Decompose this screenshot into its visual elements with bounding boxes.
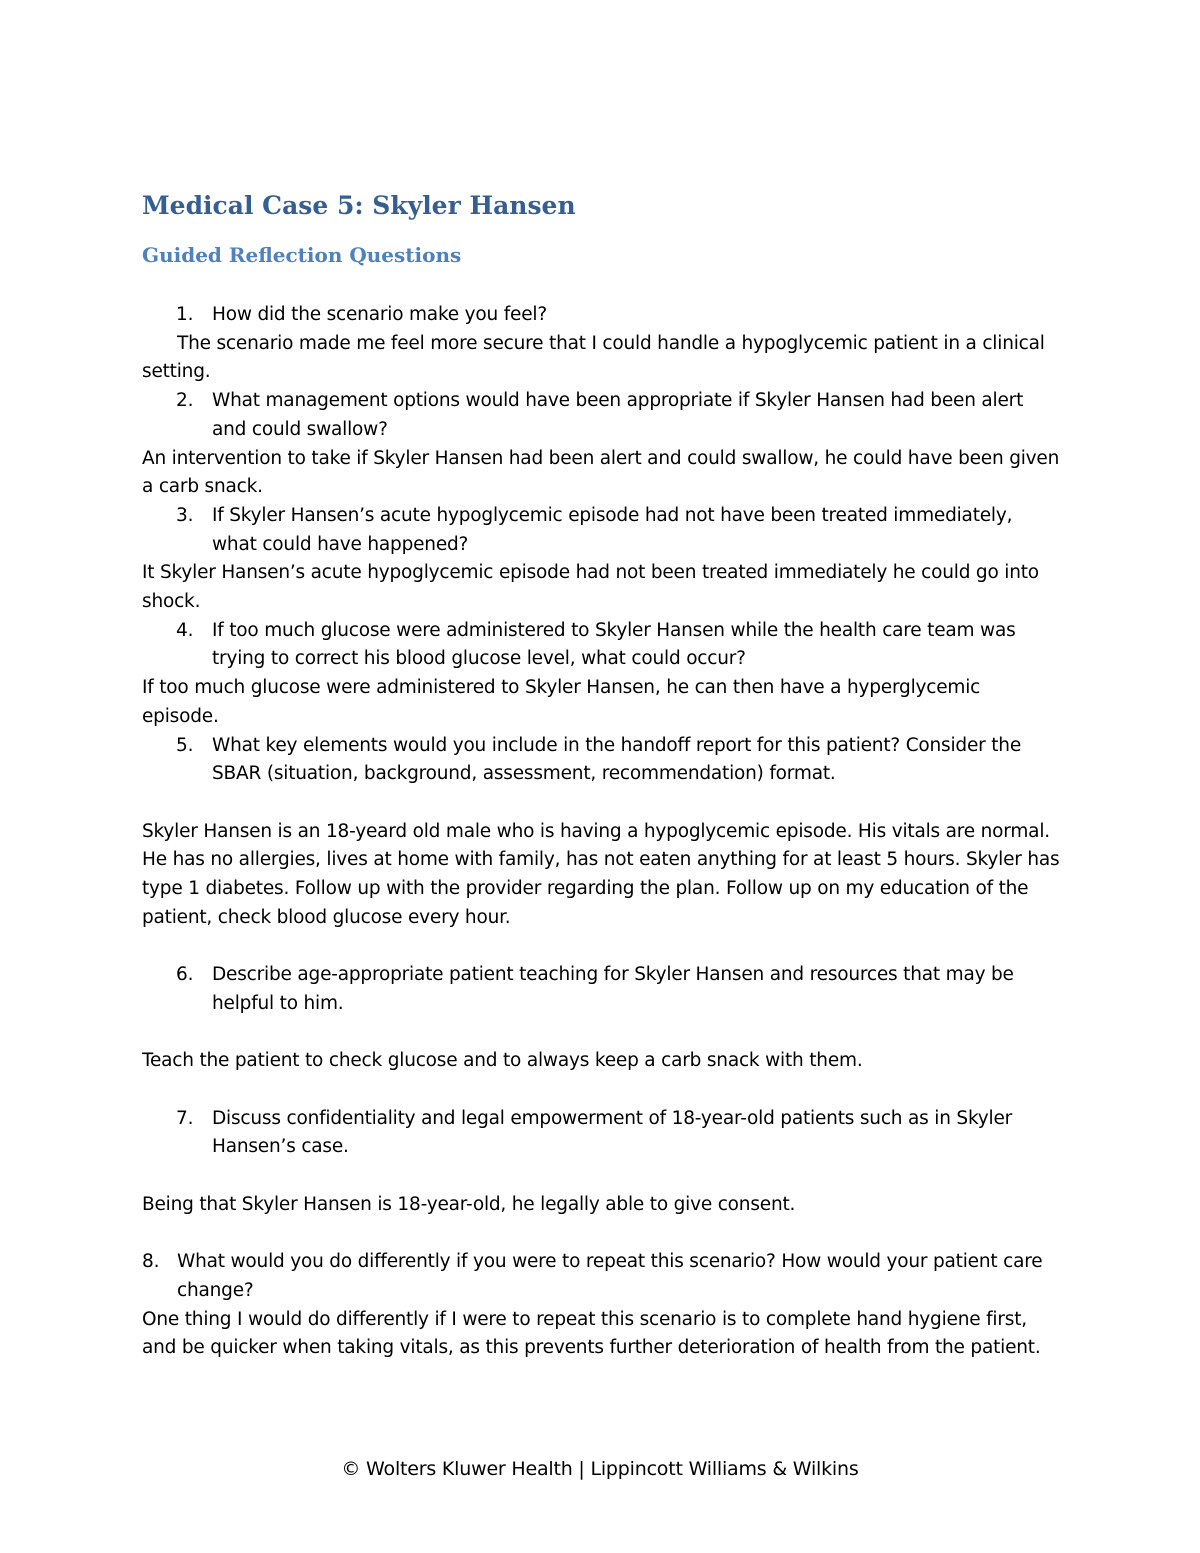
question-number: 2.: [176, 390, 194, 412]
document-title: Medical Case 5: Skyler Hansen: [142, 191, 576, 220]
answer-6: Teach the patient to check glucose and to always keep a carb snack with them.: [142, 1050, 863, 1072]
spacer: [142, 1219, 1062, 1248]
question-number: 8.: [142, 1251, 160, 1273]
section-heading: Guided Reflection Questions: [142, 243, 462, 267]
question-4: [142, 617, 1062, 674]
spacer: [142, 1162, 1062, 1191]
question-1: [142, 301, 1062, 330]
question-number: 3.: [176, 504, 194, 526]
answer-5: Skyler Hansen is an 18-yeard old male who is having a hypoglycemic episode. His vitals are normal. He has no allergies, lives at home with family, has not eaten anything for at least 5 hours. Skyler has type 1 diabetes. Follow up with the provider regarding the plan. Follow up on my education of the patient, check blood glucose every hour.: [142, 820, 1060, 928]
question-number: 5.: [176, 734, 194, 756]
question-text: If too much glucose were administered to Skyler Hansen while the health care team was trying to correct his blood glucose level, what could occur?: [212, 619, 1016, 670]
question-3: [142, 502, 1062, 559]
question-6: [142, 961, 1062, 1018]
copyright-footer: © Wolters Kluwer Health | Lippincott Williams & Wilkins: [341, 1458, 859, 1480]
question-text: What management options would have been appropriate if Skyler Hansen had been alert and could swallow?: [212, 390, 1024, 440]
spacer: [142, 1076, 1062, 1105]
spacer: [142, 1019, 1062, 1048]
question-text: Discuss confidentiality and legal empowerment of 18-year-old patients such as in Skyler Hansen’s case.: [212, 1107, 1013, 1158]
answer-8: One thing I would do differently if I were to repeat this scenario is to complete hand hygiene first, and be quicker when taking vitals, as this prevents further deterioration of health from the patient.: [142, 1308, 1041, 1359]
question-number: 4.: [176, 619, 194, 641]
question-5: [142, 732, 1062, 789]
question-number: 1.: [176, 304, 194, 325]
question-number: 7.: [176, 1107, 194, 1129]
document-body: [142, 301, 1062, 1363]
answer-1: The scenario made me feel more secure that I could handle a hypoglycemic patient in a clinical setting.: [142, 332, 1045, 383]
answer-3: It Skyler Hansen’s acute hypoglycemic episode had not been treated immediately he could go into shock.: [142, 562, 1039, 613]
answer-7: Being that Skyler Hansen is 18-year-old, he legally able to give consent.: [142, 1193, 796, 1215]
answer-4: If too much glucose were administered to Skyler Hansen, he can then have a hyperglycemic episode.: [142, 677, 981, 727]
question-2: [142, 387, 1062, 444]
question-text: What key elements would you include in the handoff report for this patient? Consider the SBAR (situation, background, assessment, recommendation) format.: [212, 734, 1022, 785]
question-text: Describe age-appropriate patient teaching for Skyler Hansen and resources that may be helpful to him.: [212, 964, 1014, 1014]
spacer: [142, 932, 1062, 961]
spacer: [142, 789, 1062, 818]
question-text: If Skyler Hansen’s acute hypoglycemic episode had not have been treated immediately, what could have happened?: [212, 504, 1013, 555]
question-8: [142, 1248, 1062, 1305]
answer-2: An intervention to take if Skyler Hansen had been alert and could swallow, he could have been given a carb snack.: [142, 447, 1060, 498]
question-text: What would you do differently if you were to repeat this scenario? How would your patient care change?: [177, 1251, 1043, 1301]
question-number: 6.: [176, 964, 194, 986]
question-7: [142, 1105, 1062, 1162]
question-text: How did the scenario make you feel?: [212, 304, 547, 325]
